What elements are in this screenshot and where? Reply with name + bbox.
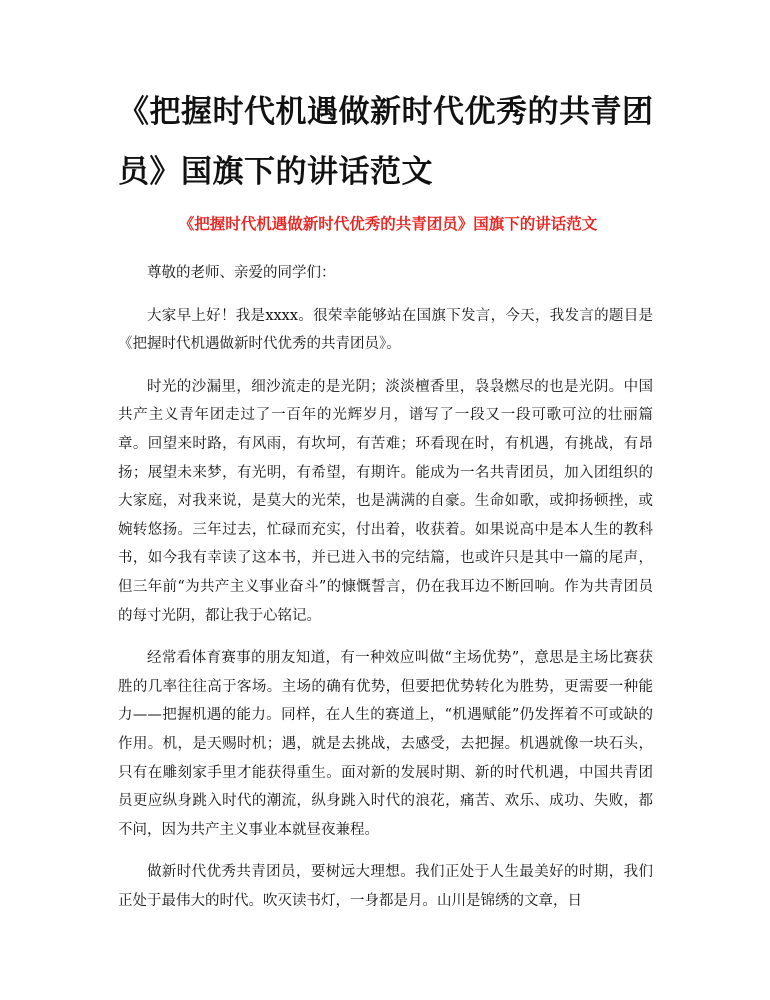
document-title: 《把握时代机遇做新时代优秀的共青团员》国旗下的讲话范文 xyxy=(118,94,654,190)
document-body xyxy=(118,259,653,929)
paragraph-1: 大家早上好！我是xxxx。很荣幸能够站在国旗下发言，今天，我发言的题目是《把握时代机遇做新时代优秀的共青团员》。 xyxy=(118,307,653,353)
paragraph-4: 做新时代优秀共青团员，要树远大理想。我们正处于人生最美好的时期，我们正处于最伟大的时代。吹灭读书灯，一身都是月。山川是锦绣的文章，日 xyxy=(118,864,653,909)
greeting-paragraph: 尊敬的老师、亲爱的同学们： xyxy=(147,265,336,281)
document-subtitle: 《把握时代机遇做新时代优秀的共青团员》国旗下的讲话范文 xyxy=(178,214,598,233)
paragraph-3: 经常看体育赛事的朋友知道，有一种效应叫做“主场优势”，意思是主场比赛获胜的几率往往高于客场。主场的确有优势，但要把优势转化为胜势，更需要一种能力——把握机遇的能力。同样，在人生的赛道上，“机遇赋能”仍发挥着不可或缺的作用。机，是天赐时机；遇，就是去挑战，去感受，去把握。机遇就像一块石头，只有在雕刻家手里才能获得重生。面对新的发展时期、新的时代机遇，中国共青团员更应纵身跳入时代的潮流，纵身跳入时代的浪花，痛苦、欢乐、成功、失败，都不问，因为共产主义事业本就昼夜兼程。 xyxy=(118,650,653,838)
paragraph-2: 时光的沙漏里，细沙流走的是光阴；淡淡檀香里，袅袅燃尽的也是光阴。中国共产主义青年团走过了一百年的光辉岁月，谱写了一段又一段可歌可泣的壮丽篇章。回望来时路，有风雨，有坎坷，有苦难；环看现在时，有机遇，有挑战，有昂扬；展望未来梦，有光明，有希望，有期许。能成为一名共青团员，加入团组织的大家庭，对我来说，是莫大的光荣，也是满满的自豪。生命如歌，或抑扬顿挫，或婉转悠扬。三年过去，忙碌而充实，付出着，收获着。如果说高中是本人生的教科书，如今我有幸读了这本书，并已进入书的完结篇，也或许只是其中一篇的尾声，但三年前“为共产主义事业奋斗”的慷慨誓言，仍在我耳边不断回响。作为共青团员的每寸光阴，都让我于心铭记。 xyxy=(118,378,653,624)
